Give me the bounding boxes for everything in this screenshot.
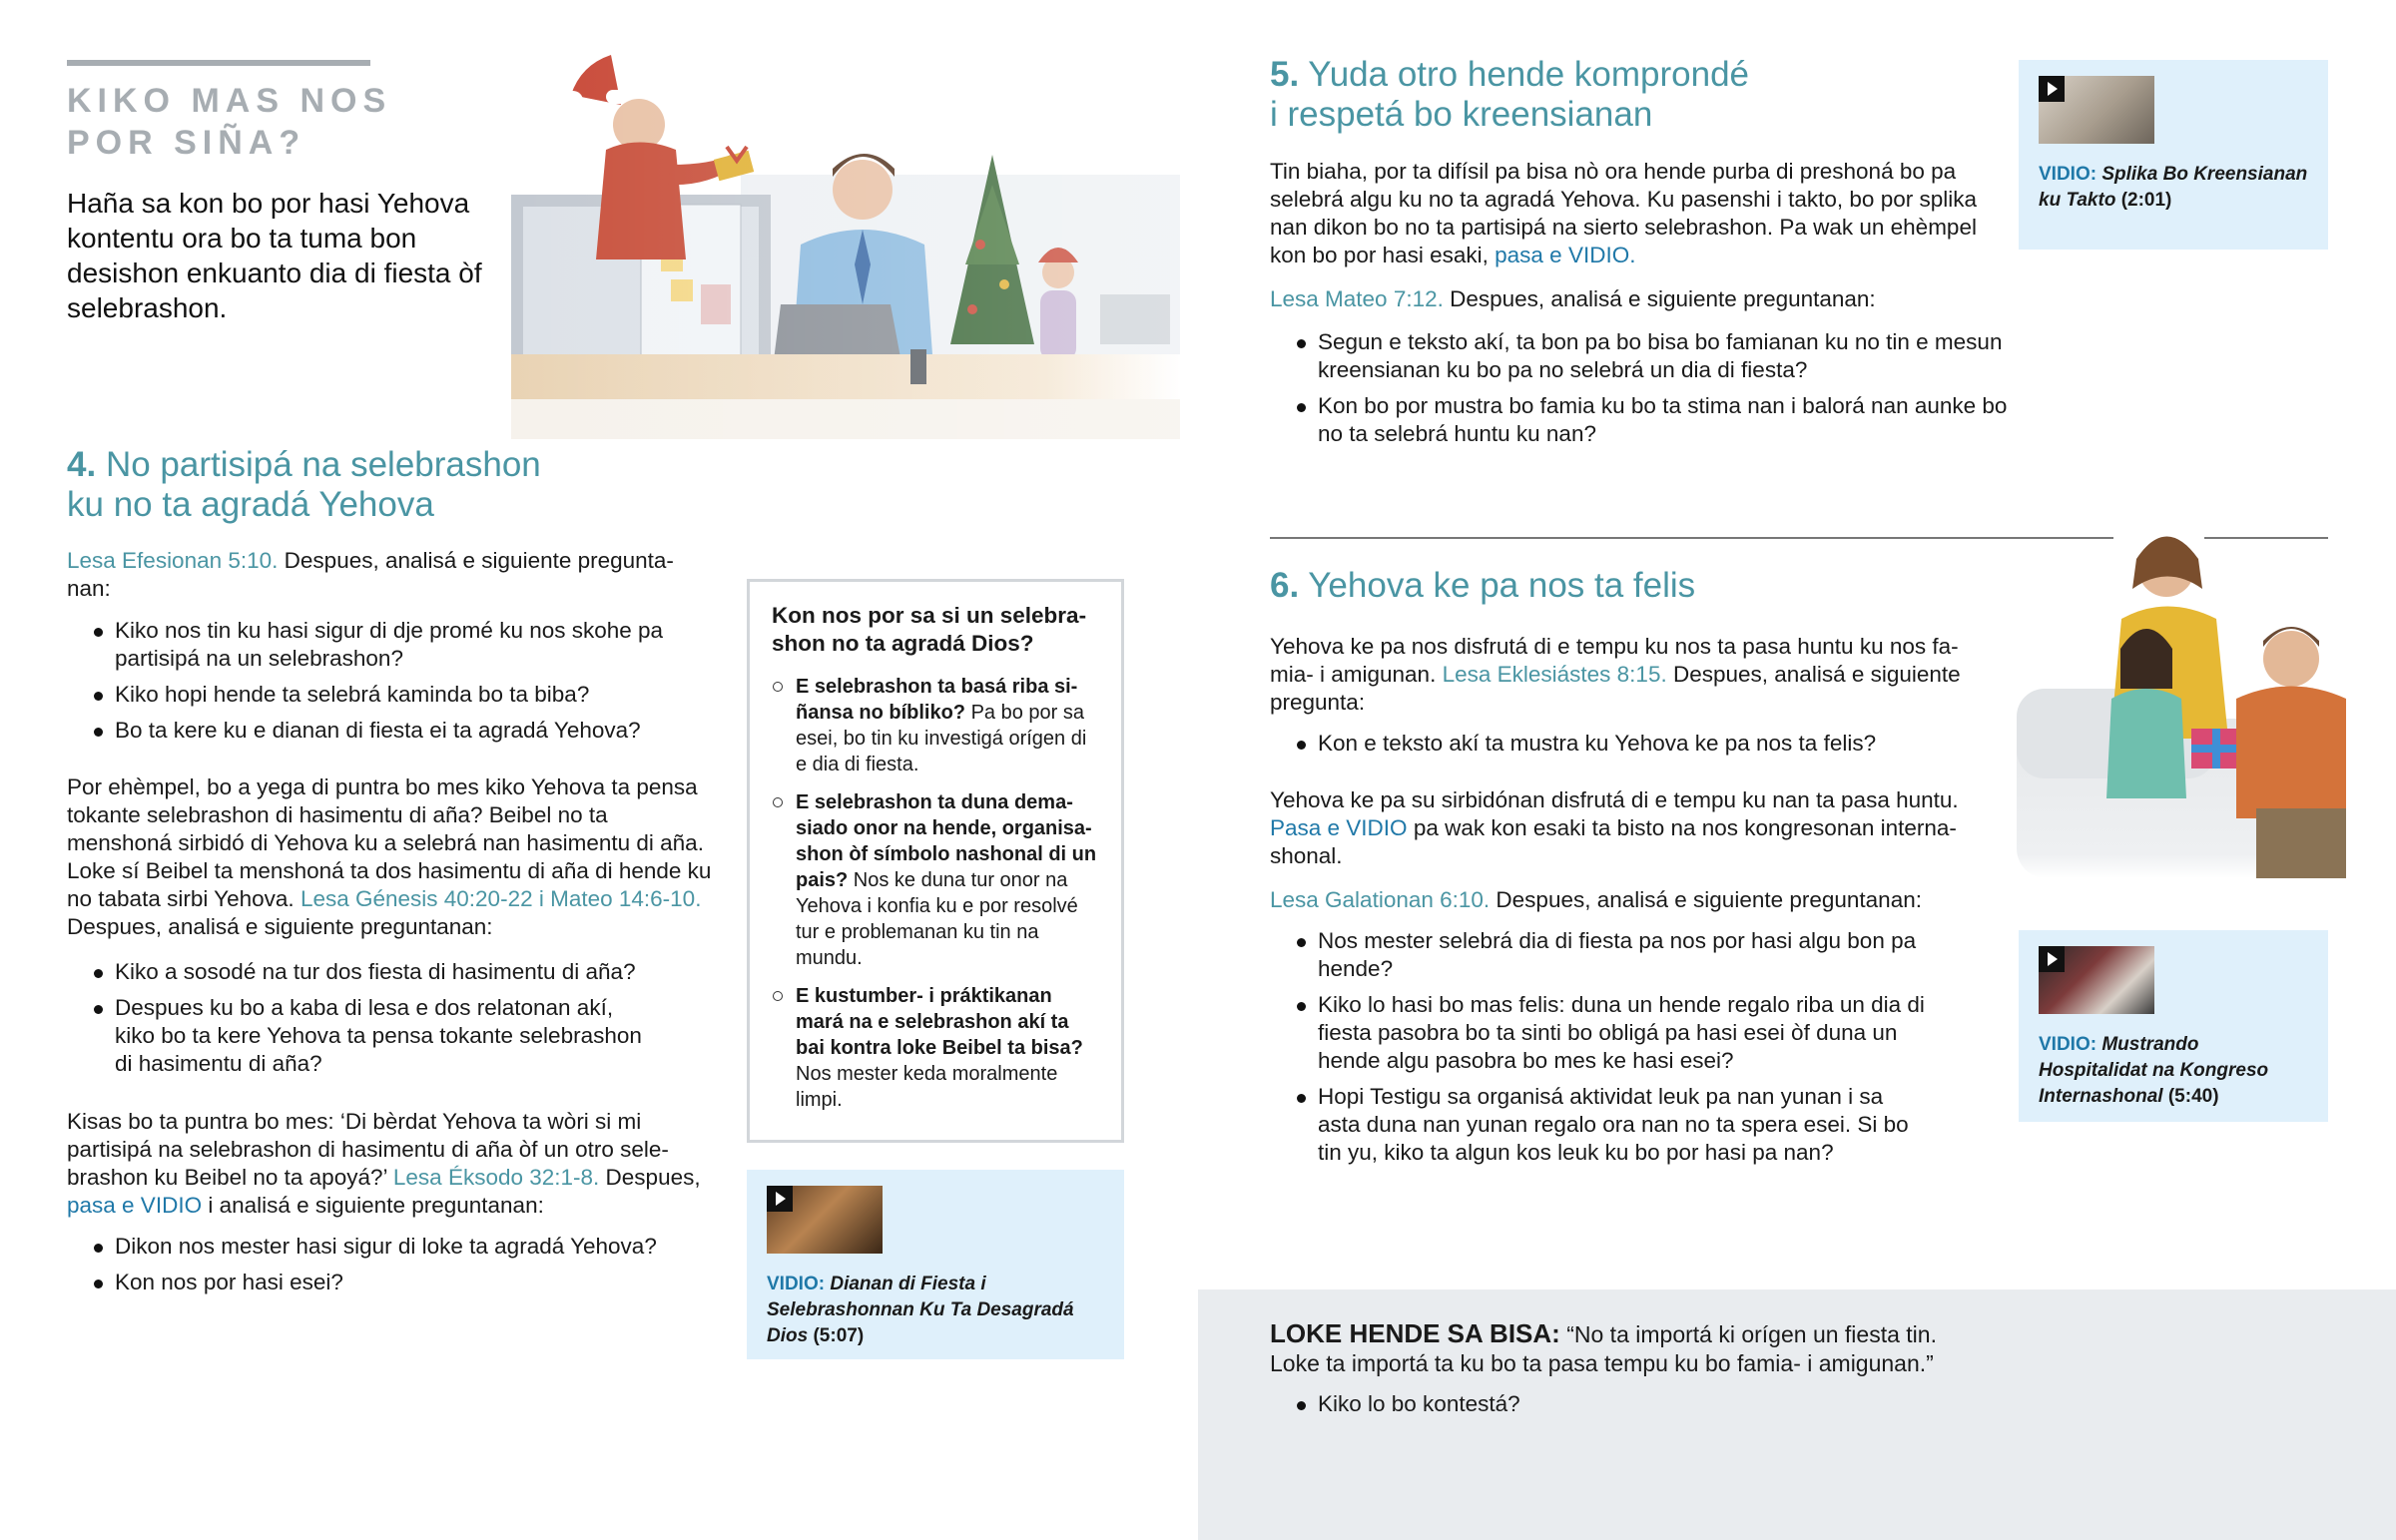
sidebar-item-question: E kustumber- i práktikanan mará na e selebrashon akí ta bai kontra loke Beibel ta bisa? bbox=[796, 985, 1083, 1059]
sidebar-list bbox=[772, 674, 1101, 1113]
sidebar-list-item bbox=[772, 789, 1101, 971]
section4-para2-text: Por ehèmpel, bo a yega di puntra bo mes kiko Yehova ta pensa tokante selebrashon di hasimentu di aña? Beibel no ta menshoná sirbidó di Yehova ku a selebrá nan hasimentu di aña. Loke sí Beibel ta menshoná ta dos hasimentu di aña di hende ku no tabata sirbi Yehova. bbox=[67, 774, 712, 911]
intro-heading bbox=[67, 80, 486, 164]
video-duration: (2:01) bbox=[2120, 190, 2172, 211]
section4-para3 bbox=[67, 1108, 716, 1220]
section4-para3-text: Kisas bo ta puntra bo mes: ‘Di bèrdat Yehova ta wòri si mi partisipá na selebrashon di hasimentu di aña òf un otro sele-brashon ku Beibel no ta apoyá?’ bbox=[67, 1109, 669, 1190]
section5-title-line1: Yuda otro hende komprondé bbox=[1308, 55, 1750, 94]
section5-play-video-link[interactable]: pasa e VIDIO. bbox=[1495, 243, 1636, 267]
list-item: Kiko lo bo kontestá? bbox=[1270, 1390, 2248, 1418]
what-people-say-questions bbox=[1270, 1390, 2248, 1418]
section6-read-text: Despues, analisá e siguiente preguntanan: bbox=[1490, 887, 1922, 912]
video-label: VIDIO: bbox=[2039, 1034, 2097, 1055]
play-icon[interactable] bbox=[2039, 76, 2065, 102]
video-title[interactable]: Mustrando Hospitalidat na Kongreso Internashonal bbox=[2039, 1034, 2269, 1107]
section4-title-line1: No partisipá na selebrashon bbox=[105, 445, 541, 484]
section6-para1-text: Yehova ke pa nos disfrutá di e tempu ku nos ta pasa huntu ku nos fa-mia- i amigunan. bbox=[1270, 634, 1959, 687]
sidebar-item-answer: Nos ke duna tur onor na Yehova i konfia ku e por resolvé tur e problemanan ku tin na mundu. bbox=[796, 869, 1078, 969]
section-divider bbox=[1270, 537, 2113, 539]
section6-title-text: Yehova ke pa nos ta felis bbox=[1308, 566, 1696, 605]
video-label: VIDIO: bbox=[767, 1274, 826, 1294]
section4-questions2 bbox=[67, 958, 716, 1086]
video-caption bbox=[767, 1272, 1104, 1349]
section6-read bbox=[1270, 886, 1979, 914]
sidebar-list-item bbox=[772, 983, 1101, 1113]
list-item: Kon e teksto akí ta mustra ku Yehova ke pa nos ta felis? bbox=[1270, 730, 1979, 758]
section4-read1-text: Despues, analisá e siguiente pregunta-nan: bbox=[67, 548, 674, 601]
section5-read-text: Despues, analisá e siguiente preguntanan: bbox=[1443, 286, 1876, 311]
sidebar-item-answer: Pa bo por sa esei, bo tin ku investigá orígen di e dia di fiesta. bbox=[796, 702, 1087, 775]
list-item: Hopi Testigu sa organisá aktividat leuk pa nan yunan i sa asta duna nan yunan regalo ora nan no ta spera esei. Si bo tin yu, kiko ta algun kos leuk ku bo por hasi pa nan? bbox=[1270, 1083, 1969, 1167]
what-people-say-quote-line1: “No ta importá ki orígen un fiesta tin. bbox=[1559, 1321, 1937, 1347]
section5-title bbox=[1270, 55, 1989, 135]
video-card-explain-beliefs[interactable] bbox=[2019, 60, 2328, 250]
section5-read-ref[interactable]: Lesa Mateo 7:12. bbox=[1270, 286, 1444, 311]
section4-para3-ref[interactable]: Lesa Éksodo 32:1-8. bbox=[392, 1165, 600, 1190]
section4-play-video-link[interactable]: pasa e VIDIO bbox=[67, 1193, 203, 1218]
sidebar-title: Kon nos por sa si un selebra-shon no ta agradá Dios? bbox=[772, 603, 1087, 656]
section6-para1-ref[interactable]: Lesa Eklesiástes 8:15. bbox=[1442, 662, 1667, 687]
section4-title bbox=[67, 445, 706, 525]
section6-para2-after: pa wak kon esaki ta bisto na nos kongresonan interna-shonal. bbox=[1270, 815, 1957, 868]
section6-para2-text: Yehova ke pa su sirbidónan disfrutá di e tempu ku nan ta pasa huntu. bbox=[1270, 787, 1959, 812]
sidebar-item-question: E selebrashon ta duna dema-siado onor na hende, organisa-shon òf símbolo nashonal di un pais? bbox=[796, 791, 1097, 891]
section6-title bbox=[1270, 566, 1989, 606]
section4-title-line2: ku no ta agradá Yehova bbox=[67, 485, 434, 524]
section4-questions1 bbox=[67, 617, 716, 753]
section6-questions2 bbox=[1270, 927, 1969, 1175]
video-title[interactable]: Splika Bo Kreensianan ku Takto bbox=[2039, 164, 2308, 211]
section4-questions3 bbox=[67, 1233, 716, 1304]
sidebar-list-item bbox=[772, 674, 1101, 777]
list-item: Kiko nos tin ku hasi sigur di dje promé ku nos skohe pa partisipá na un selebrashon? bbox=[67, 617, 716, 673]
intro-rule bbox=[67, 60, 370, 66]
video-thumbnail[interactable] bbox=[2039, 76, 2154, 144]
video-caption bbox=[2039, 162, 2308, 214]
play-icon[interactable] bbox=[2039, 946, 2065, 972]
section5-para1-text: Tin biaha, por ta difísil pa bisa nò ora hende purba di preshoná bo pa selebrá algu ku no ta agradá Yehova. Ku pasenshi i takto, bo por splika nan dikon bo no ta partisipá na sierto selebrashon. Pa wak un ehèmpel kon bo por hasi esaki, bbox=[1270, 159, 1977, 267]
list-item: Kiko hopi hende ta selebrá kaminda bo ta biba? bbox=[67, 681, 716, 709]
intro-heading-line1: KIKO MAS NOS bbox=[67, 82, 392, 120]
video-title[interactable]: Dianan di Fiesta i Selebrashonnan Ku Ta Desagradá Dios bbox=[767, 1274, 1074, 1346]
video-duration: (5:40) bbox=[2167, 1086, 2219, 1107]
section6-para1 bbox=[1270, 633, 1979, 717]
intro-text: Haña sa kon bo por hasi Yehova kontentu ora bo ta tuma bon desishon enkuanto dia di fiesta òf selebrashon. bbox=[67, 188, 482, 323]
section5-read bbox=[1270, 285, 1979, 313]
video-thumbnail[interactable] bbox=[767, 1186, 883, 1254]
section4-number: 4. bbox=[67, 445, 97, 484]
list-item: Kiko a sosodé na tur dos fiesta di hasimentu di aña? bbox=[67, 958, 716, 986]
list-item: Bo ta kere ku e dianan di fiesta ei ta agradá Yehova? bbox=[67, 717, 716, 745]
section4-para3-after: Despues, bbox=[599, 1165, 701, 1190]
section4-para2-after: Despues, analisá e siguiente preguntanan: bbox=[67, 914, 493, 939]
intro-heading-line2: POR SIÑA? bbox=[67, 124, 306, 162]
section6-number: 6. bbox=[1270, 566, 1300, 605]
sidebar-box bbox=[747, 579, 1124, 1143]
office-illustration bbox=[511, 55, 1180, 439]
what-people-say-label: LOKE HENDE SA BISA: bbox=[1270, 1318, 1560, 1348]
video-label: VIDIO: bbox=[2039, 164, 2097, 185]
video-card-festivals[interactable] bbox=[747, 1170, 1124, 1359]
list-item: Nos mester selebrá dia di fiesta pa nos por hasi algu bon pa hende? bbox=[1270, 927, 1969, 983]
section5-title-line2: i respetá bo kreensianan bbox=[1270, 95, 1653, 134]
video-duration: (5:07) bbox=[813, 1325, 865, 1346]
section4-read1-ref[interactable]: Lesa Efesionan 5:10. bbox=[67, 548, 279, 573]
section4-para2 bbox=[67, 773, 716, 941]
what-people-say bbox=[1270, 1319, 2248, 1426]
video-card-hospitality[interactable] bbox=[2019, 930, 2328, 1122]
section5-questions bbox=[1270, 328, 2029, 456]
sidebar-item-question: E selebrashon ta basá riba si-ñansa no bíbliko? bbox=[796, 676, 1078, 724]
section6-questions1 bbox=[1270, 730, 1979, 766]
section6-para1-after: Despues, analisá e siguiente pregunta: bbox=[1270, 662, 1961, 715]
section4-read1 bbox=[67, 547, 716, 603]
what-people-say-quote-line2: Loke ta importá ta ku bo ta pasa tempu ku bo famia- i amigunan.” bbox=[1270, 1350, 1934, 1376]
list-item: Dikon nos mester hasi sigur di loke ta agradá Yehova? bbox=[67, 1233, 716, 1261]
list-item: Segun e teksto akí, ta bon pa bo bisa bo famianan ku no tin e mesun kreensianan ku bo pa no selebrá un dia di fiesta? bbox=[1270, 328, 2029, 384]
section5-number: 5. bbox=[1270, 55, 1300, 94]
section6-play-video-link[interactable]: Pasa e VIDIO bbox=[1270, 815, 1408, 840]
sidebar-item-answer: Nos mester keda moralmente limpi. bbox=[796, 1063, 1058, 1111]
section5-para1 bbox=[1270, 158, 1979, 269]
section6-read-ref[interactable]: Lesa Galationan 6:10. bbox=[1270, 887, 1491, 912]
section4-para3-end: i analisá e siguiente preguntanan: bbox=[202, 1193, 544, 1218]
play-icon[interactable] bbox=[767, 1186, 793, 1212]
section6-para2 bbox=[1270, 786, 1979, 870]
family-illustration bbox=[2017, 519, 2346, 878]
list-item: Kon bo por mustra bo famia ku bo ta stima nan i balorá nan aunke bo no ta selebrá huntu ku nan? bbox=[1270, 392, 2029, 448]
video-thumbnail[interactable] bbox=[2039, 946, 2154, 1014]
video-caption bbox=[2039, 1032, 2308, 1110]
list-item: Despues ku bo a kaba di lesa e dos relatonan akí, kiko bo ta kere Yehova ta pensa tokante selebrashon di hasimentu di aña? bbox=[67, 994, 716, 1078]
section4-para2-ref[interactable]: Lesa Génesis 40:20-22 i Mateo 14:6-10. bbox=[300, 886, 702, 911]
list-item: Kon nos por hasi esei? bbox=[67, 1269, 716, 1296]
list-item: Kiko lo hasi bo mas felis: duna un hende regalo riba un dia di fiesta pasobra bo ta sinti bo obligá pa hasi esei òf duna un hende algu pasobra bo mes ke hasi esei? bbox=[1270, 991, 1969, 1075]
